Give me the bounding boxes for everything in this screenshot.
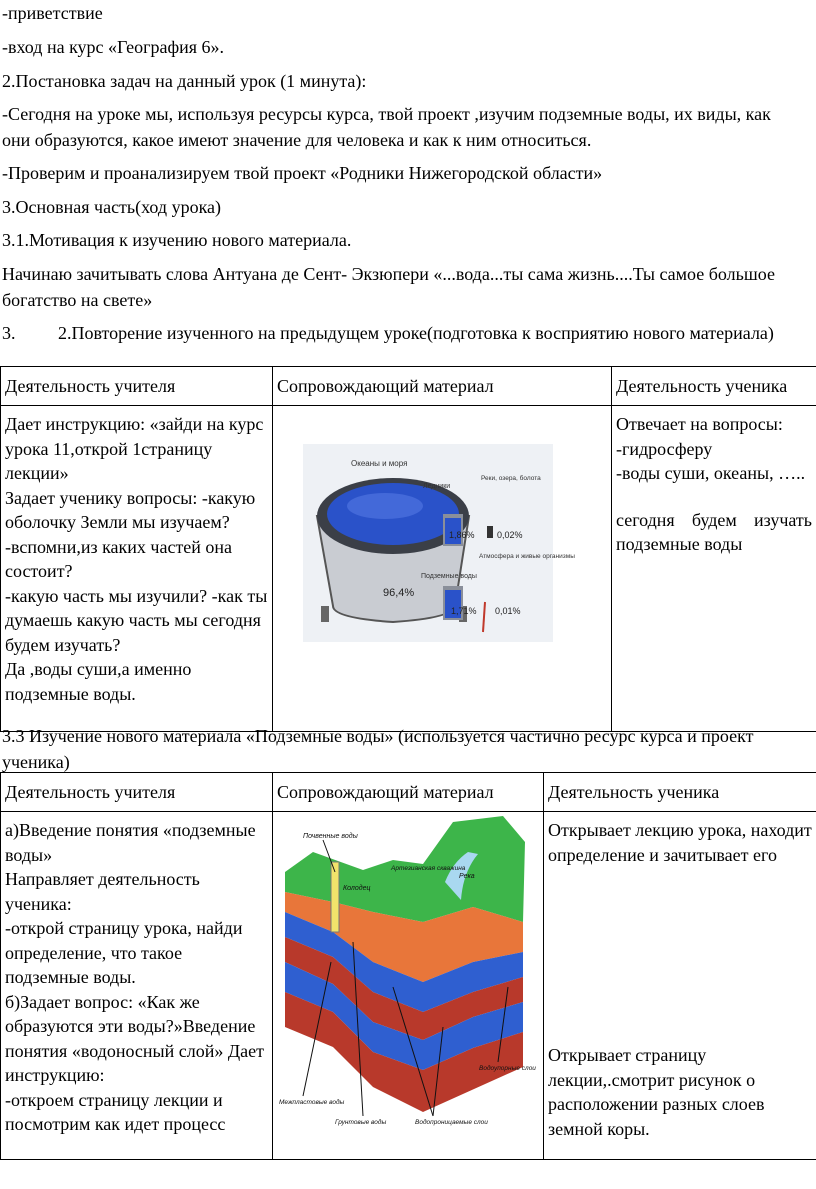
table2-material-cell [273, 812, 544, 1160]
pct-oceans: 96,4% [383, 587, 415, 599]
section33-title: 3.3 Изучение нового материала «Подземные воды» (используется частично ресурс курса и проект ученика) [2, 726, 754, 772]
label-aquiclude: Водоупорные слои [479, 1065, 536, 1072]
label-river: Река [459, 873, 475, 880]
tub-leg-left [321, 606, 329, 622]
table2-student-cell [544, 812, 816, 1160]
lesson-goal-1: -Сегодня на уроке мы, используя ресурсы курса, твой проект ,изучим подземные воды, их виды, как они образуются, какое имеют значение для человека и как к ним относиться. [2, 104, 771, 150]
rivers-vial [487, 526, 493, 538]
table1-teacher-cell: Дает инструкцию: «зайди на курс урока 11,открой 1страницу лекции» Задает ученику вопросы: -какую оболочку Земли мы изучаем? -вспомни,из каких частей она состоит? -какую часть мы изучили? -как ты думаешь какую часть мы сегодня будем изучать? Да ,воды суши,а именно подземные воды. [1, 406, 273, 732]
table-review [0, 366, 816, 732]
lesson-goal-2: -Проверим и проанализируем твой проект «Родники Нижегородской области» [2, 163, 603, 183]
label-rivers: Реки, озера, болота [481, 475, 541, 482]
table1-student-answers: Отвечает на вопросы: -гидросферу -воды суши, океаны, ….. [616, 414, 806, 483]
label-soil-water: Почвенные воды [303, 833, 358, 840]
label-ground: Подземные воды [421, 573, 477, 580]
label-atmo: Атмосфера и живые организмы [479, 553, 575, 560]
label-well: Колодец [343, 885, 371, 892]
table1-header-student: Деятельность ученика [612, 367, 816, 406]
section32-text: 2.Повторение изученного на предыдущем уроке(подготовка к восприятию нового материала) [58, 323, 774, 343]
section32-number: 3. [2, 323, 16, 343]
hydrosphere-figure [273, 406, 612, 724]
table1-header-material: Сопровождающий материал [273, 367, 612, 406]
table2-teacher-cell: а)Введение понятия «подземные воды» Направляет деятельность ученика: -открой страницу урока, найди определение, что такое подземные воды. б)Задает вопрос: «Как же образуются эти воды?»Введение понятия «водоносный слой» Дает инструкцию: -откроем страницу лекции и посмотрим как идет процесс [1, 812, 273, 1160]
label-artesian: Артезианская скважина [391, 865, 466, 872]
table1-student-cell [612, 406, 816, 732]
pct-rivers: 0,02% [497, 530, 523, 540]
label-glaciers: Ледники [423, 483, 451, 490]
label-permeable: Водопроницаемые слои [415, 1119, 488, 1126]
section2-title: 2.Постановка задач на данный урок (1 минута): [2, 71, 367, 91]
table2-header-material: Сопровождающий материал [273, 773, 544, 812]
well-shaft [331, 862, 339, 932]
table2-header-teacher: Деятельность учителя [1, 773, 273, 812]
table-new-material [0, 772, 816, 1160]
label-oceans: Океаны и моря [351, 459, 408, 468]
groundwater-diagram [273, 812, 544, 1152]
table1-header-teacher: Деятельность учителя [1, 367, 273, 406]
pct-atmo: 0,01% [495, 606, 521, 616]
course-entry-line: -вход на курс «География 6». [2, 37, 225, 57]
section32-title [2, 320, 796, 346]
motivation-quote: Начинаю зачитывать слова Антуана де Сент- Экзюпери «...вода...ты сама жизнь....Ты самое большое богатство на свете» [2, 264, 775, 310]
label-interstratal: Межпластовые воды [279, 1099, 345, 1106]
table1-material-cell [273, 406, 612, 732]
pct-glaciers: 1,86% [449, 530, 475, 540]
section31-title: 3.1.Мотивация к изучению нового материала. [2, 230, 352, 250]
label-groundwater: Грунтовые воды [335, 1119, 387, 1126]
pct-ground: 1,71% [451, 606, 477, 616]
table2-header-student: Деятельность ученика [544, 773, 816, 812]
greeting-line: -приветствие [2, 3, 103, 23]
table2-student-step2: Открывает страницу лекции,.смотрит рисунок о расположении разных слоев земной коры. [548, 1045, 765, 1139]
section3-title: 3.Основная часть(ход урока) [2, 197, 222, 217]
table1-student-topic: сегодня будем изучать подземные воды [616, 509, 812, 554]
water-highlight [347, 493, 423, 519]
table2-student-step1: Открывает лекцию урока, находит определение и зачитывает его [548, 820, 812, 865]
